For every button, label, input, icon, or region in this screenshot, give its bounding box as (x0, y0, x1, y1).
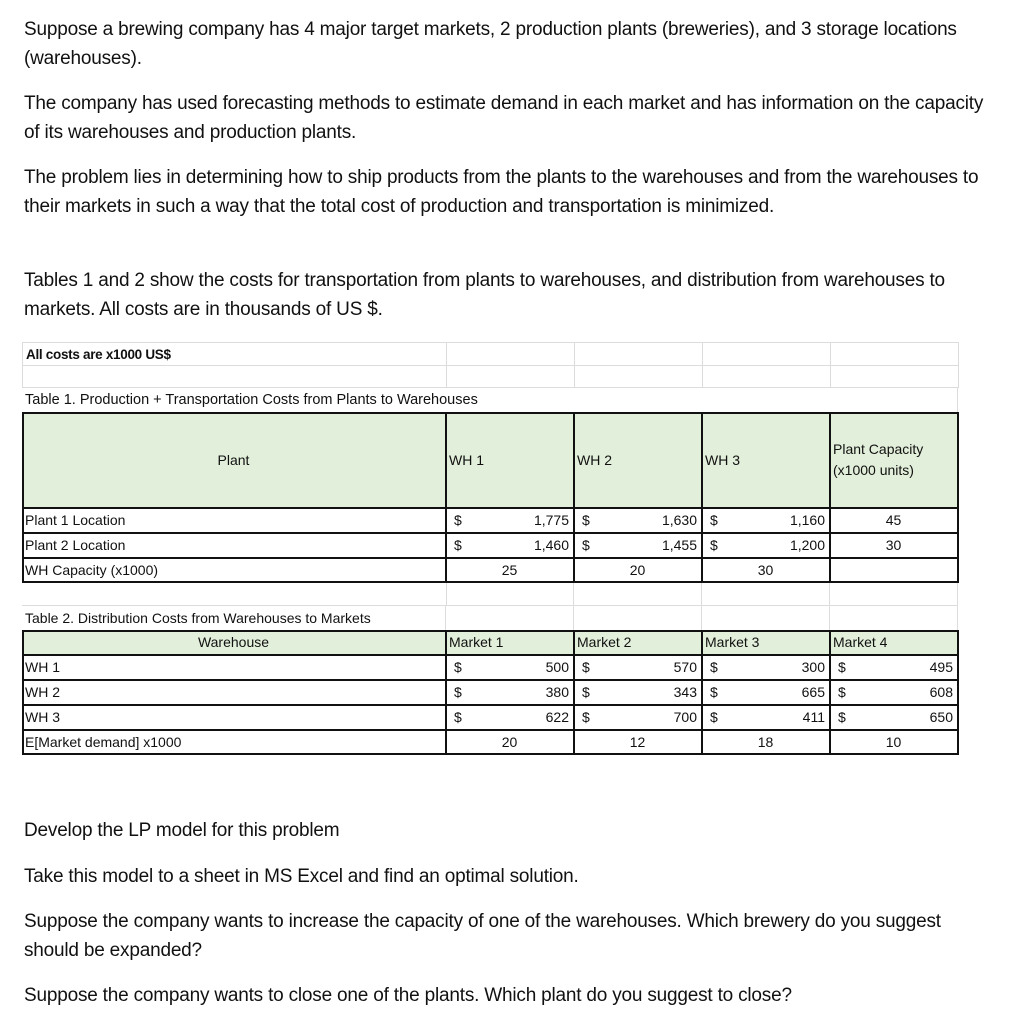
table2-header-market4: Market 4 (830, 630, 958, 655)
divider (573, 412, 575, 583)
empty-cell[interactable] (702, 606, 830, 630)
empty-cell[interactable] (447, 343, 575, 366)
cost-note: All costs are x1000 US$ (23, 343, 447, 366)
demand-cell-m1[interactable]: 20 (446, 730, 574, 754)
empty-cell[interactable] (447, 365, 575, 388)
divider (22, 557, 959, 559)
divider (573, 630, 575, 755)
divider (22, 704, 959, 706)
intro-paragraph-2: The company has used forecasting methods to estimate demand in each market and has information on the capacity of its warehouses and production plants. (24, 93, 984, 143)
empty-cell[interactable] (830, 606, 958, 630)
cost-cell-wh3-m1[interactable]: $ 622 (446, 705, 574, 730)
table2-title-row (22, 606, 958, 630)
empty-cell[interactable] (446, 583, 574, 606)
cost-cell-wh3-m3[interactable]: $ 411 (702, 705, 830, 730)
divider (22, 729, 959, 731)
table2-header-market2: Market 2 (574, 630, 702, 655)
cost-cell-wh2-m2[interactable]: $ 343 (574, 680, 702, 705)
table1-title-row (22, 388, 958, 412)
cost-cell-wh1-m3[interactable]: $ 300 (702, 655, 830, 680)
table2-header-row (22, 630, 958, 655)
cost-cell-plant1-wh2[interactable]: $ 1,630 (574, 508, 702, 533)
capacity-cell-plant2[interactable]: 30 (830, 533, 958, 558)
question-2: Take this model to a sheet in MS Excel and find an optimal solution. (24, 866, 579, 887)
capacity-header-line2: (x1000 units) (833, 461, 914, 478)
table2-row-wh2 (22, 680, 958, 705)
empty-cell[interactable] (831, 365, 959, 388)
divider (445, 630, 447, 755)
row-label: Plant 1 Location (22, 508, 446, 533)
table1-row-plant2 (22, 533, 958, 558)
table2-header-market1: Market 1 (446, 630, 574, 655)
table2-row-wh3 (22, 705, 958, 730)
table1-header-wh2: WH 2 (574, 412, 702, 508)
demand-cell-m2[interactable]: 12 (574, 730, 702, 754)
empty-cell[interactable] (22, 583, 446, 606)
empty-cell[interactable] (831, 343, 959, 366)
empty-cell[interactable] (703, 365, 831, 388)
intro-paragraph-3: The problem lies in determining how to ship products from the plants to the warehouses and from the warehouses to their markets in such a way that the total cost of production and transportation is minimized. (24, 167, 979, 217)
table2-header-market3: Market 3 (702, 630, 830, 655)
wh2-capacity-cell[interactable]: 20 (574, 558, 702, 582)
capacity-header-line1: Plant Capacity (833, 440, 924, 457)
intro-paragraph-4: Tables 1 and 2 show the costs for transportation from plants to warehouses, and distribution from warehouses to markets. All costs are in thousands of US $. (24, 270, 945, 320)
table1-header-wh1: WH 1 (446, 412, 574, 508)
empty-cell[interactable] (702, 583, 830, 606)
table1-row-wh-capacity (22, 558, 958, 582)
row-label: WH 1 (22, 655, 446, 680)
row-label: E[Market demand] x1000 (22, 730, 446, 754)
table2-header-warehouse: Warehouse (22, 630, 446, 655)
wh3-capacity-cell[interactable]: 30 (702, 558, 830, 582)
table1-header-plant: Plant (22, 412, 446, 508)
cost-cell-plant2-wh2[interactable]: $ 1,455 (574, 533, 702, 558)
cost-cell-wh2-m1[interactable]: $ 380 (446, 680, 574, 705)
note-row (22, 342, 959, 366)
question-4: Suppose the company wants to close one of the plants. Which plant do you suggest to close? (24, 985, 792, 1006)
empty-cell[interactable] (575, 343, 703, 366)
cost-cell-plant1-wh1[interactable]: $ 1,775 (446, 508, 574, 533)
divider (701, 630, 703, 755)
cost-cell-wh3-m2[interactable]: $ 700 (574, 705, 702, 730)
divider (701, 412, 703, 583)
divider (829, 412, 831, 583)
divider (445, 412, 447, 583)
divider (22, 532, 959, 534)
table1-row-plant1 (22, 508, 958, 533)
cost-cell-wh2-m3[interactable]: $ 665 (702, 680, 830, 705)
cost-cell-plant2-wh1[interactable]: $ 1,460 (446, 533, 574, 558)
cost-cell-plant2-wh3[interactable]: $ 1,200 (702, 533, 830, 558)
blank-row (22, 365, 959, 388)
divider (22, 654, 959, 656)
question-3: Suppose the company wants to increase the capacity of one of the warehouses. Which brewery do you suggest should be expanded? (24, 911, 941, 961)
empty-cell[interactable] (703, 343, 831, 366)
table1-header-wh3: WH 3 (702, 412, 830, 508)
empty-cell[interactable] (830, 583, 958, 606)
intro-paragraph-1: Suppose a brewing company has 4 major target markets, 2 production plants (breweries), and 3 storage locations (warehouses). (24, 19, 957, 69)
cost-cell-wh1-m4[interactable]: $ 495 (830, 655, 958, 680)
row-label: WH 2 (22, 680, 446, 705)
capacity-cell-plant1[interactable]: 45 (830, 508, 958, 533)
row-label: WH Capacity (x1000) (22, 558, 446, 582)
blank-row (22, 583, 958, 606)
empty-cell[interactable] (23, 365, 447, 388)
table1-header-capacity (830, 412, 958, 508)
cost-cell-wh2-m4[interactable]: $ 608 (830, 680, 958, 705)
table2-title: Table 2. Distribution Costs from Warehouses to Markets (22, 606, 446, 630)
demand-cell-m3[interactable]: 18 (702, 730, 830, 754)
cost-cell-plant1-wh3[interactable]: $ 1,160 (702, 508, 830, 533)
wh1-capacity-cell[interactable]: 25 (446, 558, 574, 582)
divider (829, 630, 831, 755)
table2-row-demand (22, 730, 958, 754)
row-label: WH 3 (22, 705, 446, 730)
demand-cell-m4[interactable]: 10 (830, 730, 958, 754)
table1-title: Table 1. Production + Transportation Costs from Plants to Warehouses (25, 392, 478, 408)
question-1: Develop the LP model for this problem (24, 820, 340, 841)
empty-cell[interactable] (574, 606, 702, 630)
row-label: Plant 2 Location (22, 533, 446, 558)
empty-cell[interactable] (575, 365, 703, 388)
table2-row-wh1 (22, 655, 958, 680)
divider (22, 507, 959, 509)
empty-cell[interactable] (574, 583, 702, 606)
cost-cell-wh3-m4[interactable]: $ 650 (830, 705, 958, 730)
cost-cell-wh1-m1[interactable]: $ 500 (446, 655, 574, 680)
divider (22, 679, 959, 681)
empty-cell[interactable] (446, 606, 574, 630)
empty-cell[interactable] (830, 558, 958, 582)
cost-cell-wh1-m2[interactable]: $ 570 (574, 655, 702, 680)
table1-header-row (22, 412, 958, 508)
